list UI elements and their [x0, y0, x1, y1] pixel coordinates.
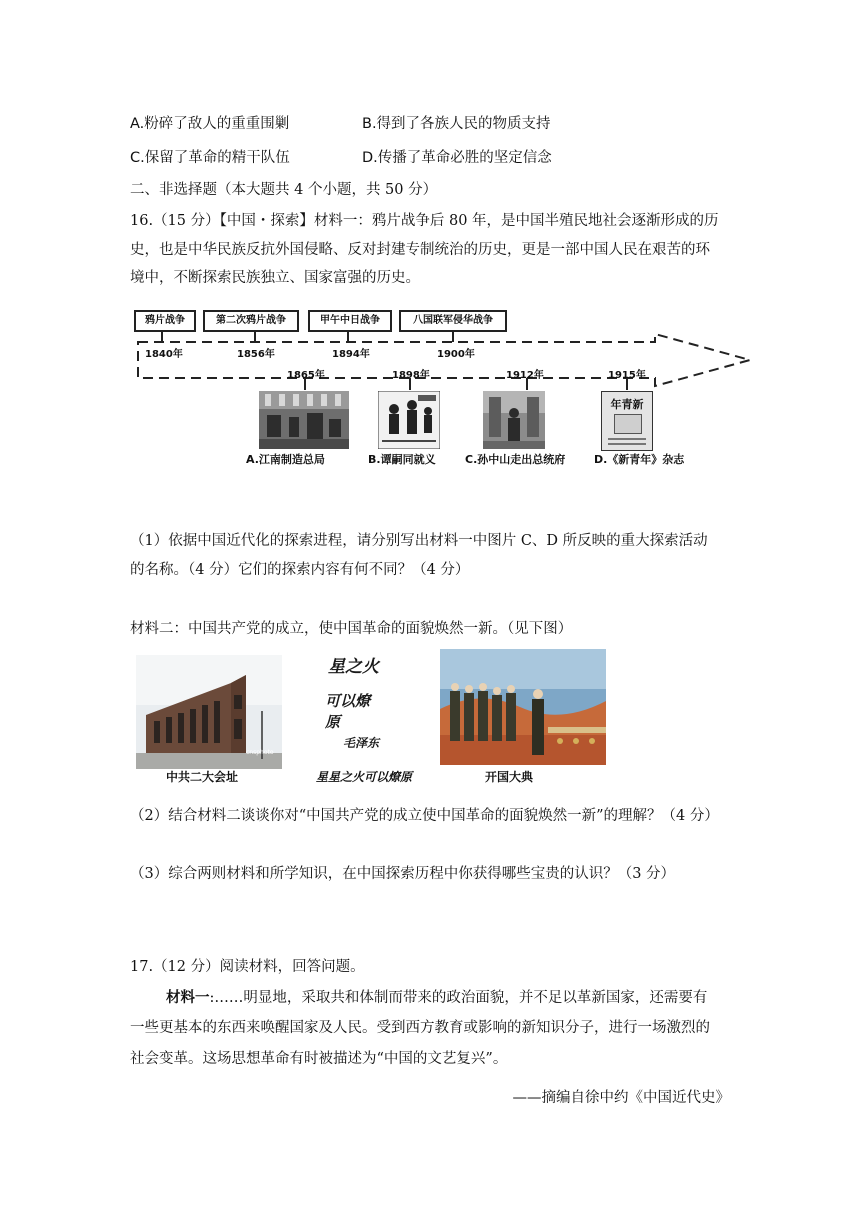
- calligraphy-line2: 可以燎原: [325, 692, 371, 731]
- option-b: B.得到了各族人民的物质支持: [362, 116, 551, 132]
- timeline-year-1894: 1894年: [332, 349, 370, 360]
- timeline-year-1856: 1856年: [237, 349, 275, 360]
- q17-material1-line3: 社会变革。这场思想革命有时被描述为“中国的文艺复兴”。: [130, 1051, 508, 1067]
- caption-c: C.孙中山走出总统府: [465, 453, 566, 466]
- q16-sub2: （2）结合材料二谈谈你对“中国共产党的成立使中国革命的面貌焕然一新”的理解？（4 分）: [130, 808, 719, 824]
- caption-d: D.《新青年》杂志: [594, 453, 685, 466]
- magazine-title: 年青新: [610, 398, 644, 411]
- timeline-year-1900: 1900年: [437, 349, 475, 360]
- founding-ceremony-painting: [440, 649, 606, 765]
- timeline-year-1840: 1840年: [145, 349, 183, 360]
- cnsphoto-watermark: cnsphoto: [246, 749, 274, 756]
- q16-intro-line1: 16.（15 分）【中国・探索】材料一：鸦片战争后 80 年，是中国半殖民地社会逐渐形成的历: [130, 213, 719, 229]
- timeline-year-1915: 1915年: [608, 370, 646, 381]
- q16-material2: 材料二：中国共产党的成立，使中国革命的面貌焕然一新。（见下图）: [130, 621, 573, 637]
- option-d: D.传播了革命必胜的坚定信念: [362, 150, 552, 166]
- q17-material1-line2: 一些更基本的东西来唤醒国家及人民。受到西方教育或影响的新知识分子，进行一场激烈的: [130, 1020, 710, 1036]
- timeline-year-1912: 1912年: [506, 370, 544, 381]
- q17-material1-label: 材料一: [166, 989, 210, 1006]
- timeline-event-sino-japanese-war: 甲午中日战争: [308, 310, 392, 332]
- photo-caption-founding-ceremony: 开国大典: [485, 770, 534, 784]
- caption-b: B.谭嗣同就义: [368, 453, 436, 466]
- section-heading: 二、非选择题（本大题共 4 个小题，共 50 分）: [130, 182, 438, 198]
- caption-a: A.江南制造总局: [246, 453, 325, 466]
- q17-material1-text: :……明显地，采取共和体制而带来的政治面貌，并不足以革新国家，还需要有: [209, 990, 708, 1006]
- sun-yatsen-photo: [483, 391, 545, 449]
- timeline-event-second-opium-war: 第二次鸦片战争: [203, 310, 299, 332]
- calligraphy-signature: 毛泽东: [343, 736, 380, 750]
- q16-intro-line2: 史，也是中华民族反抗外国侵略、反对封建专制统治的历史，更是一部中国人民在艰苦的环: [130, 242, 710, 258]
- tan-sitong-illustration: [378, 391, 440, 449]
- jiangnan-arsenal-photo: [259, 391, 349, 449]
- photo-caption-single-spark: 星星之火可以燎原: [316, 770, 413, 784]
- q17-source: ——摘编自徐中约《中国近代史》: [512, 1090, 730, 1106]
- q16-sub3: （3）综合两则材料和所学知识，在中国探索历程中你获得哪些宝贵的认识？（3 分）: [130, 866, 676, 882]
- option-a: A.粉碎了敌人的重重围剿: [130, 116, 290, 132]
- q16-sub1-line1: （1）依据中国近代化的探索进程，请分别写出材料一中图片 C、D 所反映的重大探索活动: [130, 533, 708, 549]
- q17-title: 17.（12 分）阅读材料，回答问题。: [130, 959, 365, 975]
- q16-sub1-line2: 的名称。（4 分）它们的探索内容有何不同？（4 分）: [130, 562, 470, 578]
- q16-intro-line3: 境中，不断探索民族独立、国家富强的历史。: [130, 270, 420, 286]
- q17-material1-line1: [166, 986, 707, 1007]
- option-c: C.保留了革命的精干队伍: [130, 150, 290, 166]
- cpc-second-congress-site-photo: [136, 655, 282, 769]
- new-youth-magazine-cover: [601, 391, 653, 451]
- calligraphy-image: [325, 650, 383, 768]
- timeline-event-opium-war: 鸦片战争: [134, 310, 196, 332]
- timeline-year-1865: 1865年: [287, 370, 325, 381]
- photo-caption-congress-site: 中共二大会址: [166, 770, 239, 784]
- calligraphy-line1: 星之火: [328, 657, 379, 677]
- timeline-year-1898: 1898年: [392, 370, 430, 381]
- timeline-event-eight-nation-alliance: 八国联军侵华战争: [399, 310, 507, 332]
